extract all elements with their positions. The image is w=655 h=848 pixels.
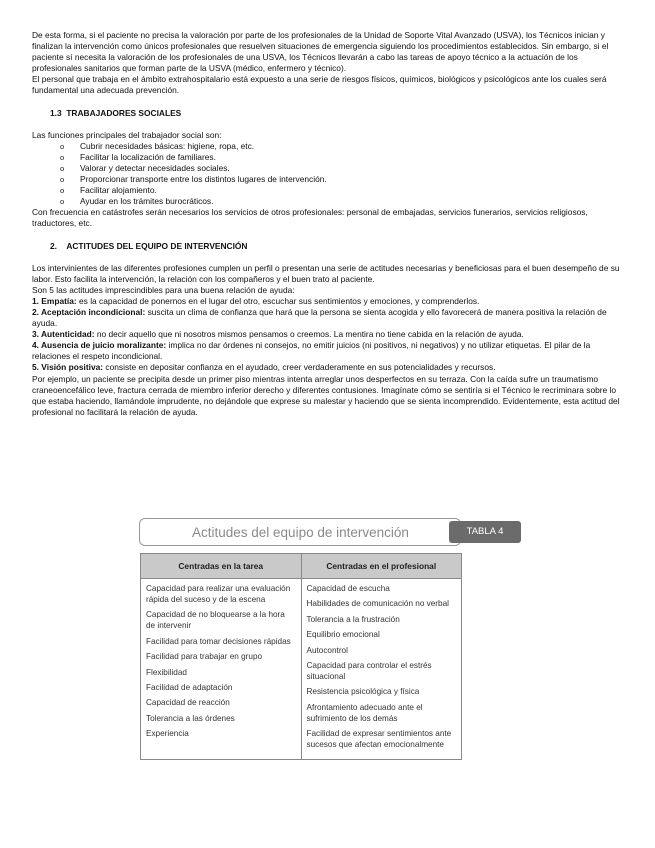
document-body	[32, 30, 627, 418]
table-cell-item: Autocontrol	[306, 645, 348, 655]
attitude-positive-vision	[32, 362, 627, 373]
table-cell-item: Equilibrio emocional	[306, 630, 380, 640]
attitude-name: 5. Visión positiva:	[32, 362, 104, 373]
attitude-empathy	[32, 296, 627, 307]
section-number: 1.3	[50, 107, 62, 118]
list-item: o Cubrir necesidades básicas: higiene, ropa, etc.	[32, 141, 627, 152]
attitude-name: 3. Autenticidad:	[32, 329, 95, 340]
attitudes-table-figure	[139, 518, 504, 750]
list-item: o Proporcionar transporte entre los distintos lugares de intervención.	[32, 174, 627, 185]
list-item: o Facilitar la localización de familiares.	[32, 152, 627, 163]
list-item: o Facilitar alojamiento.	[32, 185, 627, 196]
table-header-row	[141, 554, 462, 579]
list-item: o Ayudar en los trámites burocráticos.	[32, 196, 627, 207]
attitude-acceptance	[32, 307, 627, 329]
section-number: 2.	[50, 240, 57, 251]
attitude-text: consiste en depositar confianza en el ayudado, creer verdaderamente en sus potencialidades y recursos.	[105, 362, 496, 373]
social-functions-list	[32, 141, 627, 208]
attitudes-table	[140, 553, 462, 760]
attitude-name: 4. Ausencia de juicio moralizante:	[32, 340, 167, 351]
attitude-text: es la capacidad de ponernos en el lugar del otro, escuchar sus sentimientos y emociones, y comprenderlos.	[79, 295, 480, 306]
table-cell-item: Tolerancia a las órdenes	[146, 713, 235, 723]
table-cell-item: Afrontamiento adecuado ante el sufrimiento de los demás	[306, 702, 423, 723]
table-cell-item: Flexibilidad	[146, 667, 187, 677]
attitude-authenticity	[32, 329, 627, 340]
paragraph-risks: El personal que trabaja en el ámbito extrahospitalario está expuesto a una serie de riesgos físicos, químicos, biológicos y psicológicos ante los cuales será fundamental una adecuada prevención.	[32, 74, 607, 96]
column-header-task: Centradas en la tarea	[141, 554, 302, 579]
section-heading-2	[32, 241, 627, 252]
column-header-professional: Centradas en el profesional	[301, 554, 462, 579]
table-cell-item: Capacidad para realizar una evaluación rápida del suceso y de la escena	[146, 584, 291, 604]
attitude-text: no decir aquello que ni nosotros mismos pensamos o creemos. La mentira no tiene cabida en la relación de ayuda.	[96, 329, 524, 340]
paragraph-usva: De esta forma, si el paciente no precisa la valoración por parte de los profesionales de la Unidad de Soporte Vital Avanzado (USVA), los Técnicos inician y finalizan la intervención como únicos profesionales que resuelven situaciones de emergencia siguiendo los procedimientos establecidos. Sin embargo, si el paciente sí necesita la valoración de los profesionales de una USVA, los Técnicos llevarán a cabo las tareas de apoyo técnico a la actuación de los profesionales sanitarios que forman parte de la USVA (médico, enfermero y técnico).	[32, 30, 609, 74]
table-cell-item: Experiencia	[146, 729, 189, 739]
section-title: TRABAJADORES SOCIALES	[66, 107, 182, 118]
table-cell-item: Tolerancia a la frustración	[306, 614, 400, 624]
attitude-text: suscita un clima de confianza que hará que la persona se sienta acogida y ello favorecerá de manera positiva la relación de ayuda.	[32, 306, 607, 329]
table-cell-item: Capacidad de no bloquearse a la hora de intervenir	[146, 610, 285, 631]
attitudes-intro: Los intervinientes de las diferentes profesiones cumplen un perfil o presentan una serie de actitudes necesarias y beneficiosas para el buen desempeño de su labor. Esto facilita la intervención, la relación con los compañeros y el buen trato al paciente.	[32, 262, 620, 284]
table-title: Actitudes del equipo de intervención	[139, 518, 461, 546]
table-cell-item: Habilidades de comunicación no verbal	[306, 599, 449, 609]
table-caption	[139, 518, 504, 548]
social-intro: Las funciones principales del trabajador social son:	[32, 129, 222, 140]
professional-column-cell	[301, 579, 462, 760]
attitudes-count: Son 5 las actitudes imprescindibles para una buena relación de ayuda:	[32, 284, 295, 295]
section-heading-1-3	[32, 108, 627, 119]
table-cell-item: Facilidad para tomar decisiones rápidas	[146, 636, 291, 646]
table-cell-item: Capacidad de escucha	[306, 584, 390, 593]
example-paragraph: Por ejemplo, un paciente se precipita desde un primer piso mientras intenta arreglar unos desperfectos en su terraza. Con la caída sufre un traumatismo craneoencefálico leve, fractura cerrada de miembro inferior derecho y diferentes contusiones. Imagínate cómo se sentiría si el Técnico le recriminara sobre lo que estaba haciendo, llamándole imprudente, no dejándole que exprese su malestar y haciendo que se sienta incomprendido. Evidentemente, esta actitud del profesional no facilitará la relación de ayuda.	[32, 373, 620, 417]
social-outro: Con frecuencia en catástrofes serán necesarios los servicios de otros profesionales: personal de embajadas, servicios funerarios, servicios religiosos, traductores, etc.	[32, 207, 588, 229]
section-title: ACTITUDES DEL EQUIPO DE INTERVENCIÓN	[66, 240, 248, 251]
list-item: o Valorar y detectar necesidades sociales.	[32, 163, 627, 174]
table-cell-item: Capacidad para controlar el estrés situacional	[306, 660, 432, 681]
table-cell-item: Facilidad para trabajar en grupo	[146, 652, 263, 662]
table-cell-item: Capacidad de reacción	[146, 698, 230, 708]
attitude-name: 1. Empatía:	[32, 295, 77, 306]
attitude-name: 2. Aceptación incondicional:	[32, 306, 146, 317]
attitude-no-judgement	[32, 340, 627, 362]
table-number-badge: TABLA 4	[449, 521, 521, 543]
table-cell-item: Resistencia psicológica y física	[306, 687, 420, 697]
table-cell-item: Facilidad de adaptación	[146, 682, 233, 692]
attitude-text: implica no dar órdenes ni consejos, no emitir juicios (ni positivos, ni negativos) y no utilizar etiquetas. El pilar de la relaciones el respeto incondicional.	[32, 340, 591, 362]
table-cell-item: Facilidad de expresar sentimientos ante sucesos que afectan emocionalmente	[306, 729, 452, 750]
task-column-cell	[141, 579, 302, 760]
table-row	[141, 579, 462, 760]
